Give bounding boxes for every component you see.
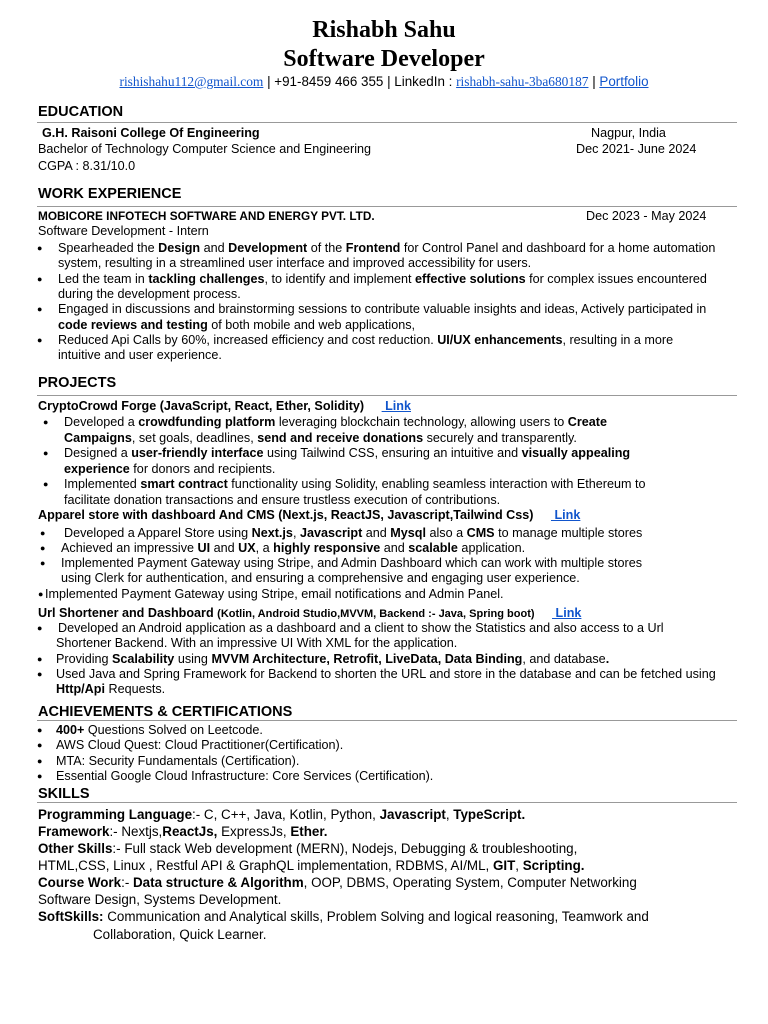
bold-text: Data structure & Algorithm [133, 875, 304, 890]
work-bullet-line [58, 302, 706, 317]
text: Reduced Api Calls by 60%, increased efficiency and cost reduction. [58, 332, 438, 347]
bold-text: visually appealing [521, 446, 631, 460]
text: intuitive and user experience. [58, 348, 222, 363]
achievement-item [56, 754, 299, 769]
work-bullet-line [58, 272, 707, 287]
project-title-apparel [38, 508, 580, 523]
bullet-icon: ● [40, 543, 46, 553]
bold-text: Programming Language [38, 807, 193, 822]
text: AWS Cloud Quest: Cloud Practitioner(Certification). [56, 738, 344, 753]
bold-text: Development [228, 241, 308, 255]
contact-line [0, 73, 768, 91]
email-link[interactable]: rishishahu112@gmail.com [119, 74, 264, 89]
bullet-icon: ● [37, 273, 43, 284]
text: :- C, C++, Java, Kotlin, Python, [192, 807, 380, 822]
text: functionality using Solidity, enabling seamless interaction with Ethereum to [227, 477, 646, 491]
text: Developed an Android application as a dashboard and a client to show the Statistics and also access to a Url [58, 621, 664, 635]
text: of the [307, 241, 346, 255]
text: , to identify and implement [264, 271, 416, 286]
project-bullet-line [64, 493, 500, 508]
bold-text: . [605, 652, 610, 666]
job-title: Software Development - Intern [38, 224, 209, 238]
bold-text: smart contract [140, 477, 228, 491]
project-title-url-shortener [38, 606, 581, 622]
skill-line [93, 926, 266, 943]
text: Implemented Payment Gateway using Stripe, and Admin Dashboard which can work with multiple stores [61, 556, 642, 570]
project-bullet-line [61, 541, 525, 556]
bold-text: Create [567, 415, 607, 429]
text: Communication and Analytical skills, Problem Solving and logical reasoning, Teamwork and [103, 909, 649, 924]
text: , a [255, 541, 274, 555]
text: Engaged in discussions and brainstorming sessions to contribute valuable insights and ideas, Actively participated in [58, 302, 707, 317]
section-divider [37, 802, 737, 803]
section-divider [37, 720, 737, 721]
bold-text: code reviews and testing [58, 317, 208, 332]
section-divider [37, 206, 737, 207]
bold-text: Mysql [390, 526, 426, 540]
text: of both mobile and web applications, [207, 317, 416, 332]
text: using Tailwind CSS, ensuring an intuitive and [263, 446, 522, 460]
project-link-apparel[interactable]: Link [550, 508, 581, 522]
separator: | [588, 74, 600, 89]
text: Collaboration, Quick Learner. [93, 927, 267, 942]
projects-heading: PROJECTS [38, 375, 117, 391]
education-heading: EDUCATION [38, 104, 124, 120]
project-title-cryptocrowd [38, 399, 411, 414]
cgpa: CGPA : 8.31/10.0 [38, 159, 136, 173]
bullet-icon: ● [43, 448, 49, 458]
text: , resulting in a more [562, 332, 674, 347]
skill-line [38, 908, 649, 925]
skill-line [38, 806, 525, 823]
bullet-icon: ● [37, 669, 43, 679]
bold-text: Scalability [112, 652, 175, 666]
text: and [200, 241, 229, 255]
bullet-icon: ● [37, 725, 43, 735]
bold-text: CMS [466, 526, 495, 540]
project-bullet-line [61, 556, 642, 571]
achievement-item [56, 738, 343, 753]
work-bullet-line [58, 348, 222, 363]
college-location: Nagpur, India [591, 126, 666, 140]
bullet-icon: ● [37, 334, 43, 345]
bold-text: send and receive donations [257, 430, 424, 445]
bold-text: UI/UX enhancements [437, 332, 563, 347]
text: Implemented [64, 477, 141, 491]
project-bullet-line [64, 431, 577, 446]
college-name: G.H. Raisoni College Of Engineering [42, 126, 260, 140]
project-bullet-line [64, 415, 607, 430]
work-bullet-line [58, 318, 415, 333]
bullet-icon: ● [37, 304, 43, 315]
work-bullet-line [58, 241, 715, 256]
project-bullet-line [56, 636, 457, 651]
bold-text: Javascript [379, 807, 446, 822]
section-divider [37, 122, 737, 123]
achievement-item [56, 769, 433, 784]
text: , set goals, deadlines, [131, 430, 258, 445]
text: :- Nextjs, [109, 824, 163, 839]
text: Spearheaded the [58, 241, 159, 255]
bold-text: 400+ [56, 723, 85, 737]
bold-text: Ether. [290, 824, 328, 839]
text: Used Java and Spring Framework for Backend to shorten the URL and store in the database and can be fetched using [56, 667, 716, 681]
text: Software Design, Systems Development. [38, 892, 282, 907]
text: securely and transparently. [423, 430, 577, 445]
project-bullet-line [58, 621, 664, 636]
bold-text: GIT [492, 858, 516, 873]
bold-text: crowdfunding platform [138, 415, 276, 429]
text: , [292, 526, 300, 540]
text: and [210, 541, 239, 555]
text: ExpressJs, [217, 824, 291, 839]
candidate-role: Software Developer [283, 46, 485, 72]
text: , [515, 858, 523, 873]
skill-line [38, 823, 328, 840]
text: , OOP, DBMS, Operating System, Computer Networking [303, 875, 637, 890]
project-bullet-line [56, 652, 609, 667]
bold-text: Framework [38, 824, 110, 839]
text: using [174, 652, 212, 666]
bold-text: Design [158, 241, 201, 255]
bold-text: Course Work [38, 875, 122, 890]
project-title-text: CryptoCrowd Forge (JavaScript, React, Ether, Solidity) [38, 399, 365, 413]
bold-text: UX [238, 541, 256, 555]
text: Essential Google Cloud Infrastructure: Core Services (Certification). [56, 769, 434, 784]
text: also a [425, 526, 467, 540]
work-bullet-line [58, 333, 673, 348]
text: Questions Solved on Leetcode. [84, 723, 263, 737]
achievements-heading: ACHIEVEMENTS & CERTIFICATIONS [38, 704, 293, 720]
text: Implemented Payment Gateway using Stripe, email notifications and Admin Panel. [45, 587, 504, 601]
work-dates: Dec 2023 - May 2024 [586, 209, 707, 223]
company-name: MOBICORE INFOTECH SOFTWARE AND ENERGY PVT. LTD. [38, 209, 375, 223]
bullet-icon: ● [37, 740, 43, 751]
bold-text: Other Skills [38, 841, 113, 856]
skill-line [38, 840, 577, 857]
text: , and database [522, 652, 606, 666]
bold-text: scalable [408, 541, 458, 555]
project-bullet-line [64, 526, 642, 541]
bullet-icon: ● [43, 479, 49, 489]
project-bullet-line [56, 667, 716, 682]
text: , [445, 807, 454, 822]
project-bullet-line [64, 462, 275, 477]
bullet-icon: ● [40, 558, 46, 568]
bullet-icon: ● [37, 654, 43, 664]
degree: Bachelor of Technology Computer Science and Engineering [38, 142, 372, 156]
text: for donors and recipients. [129, 461, 276, 476]
bold-text: Scripting. [522, 858, 585, 873]
text: Providing [56, 652, 113, 666]
project-link-url-shortener[interactable]: Link [552, 606, 582, 620]
bold-text: ReactJs, [162, 824, 218, 839]
text: for complex issues encountered [525, 271, 707, 286]
text: leveraging blockchain technology, allowing users to [275, 415, 568, 429]
work-bullet-line [58, 287, 241, 302]
work-bullet-line [58, 256, 531, 271]
project-bullet-line [45, 587, 504, 602]
text: :- [121, 875, 133, 890]
bold-text: SoftSkills: [38, 909, 104, 924]
text: during the development process. [58, 286, 241, 301]
text: application. [457, 541, 526, 555]
text: using Clerk for authentication, and ensuring a comprehensive and engaging user experience. [61, 571, 580, 585]
bold-text: UI [197, 541, 211, 555]
section-divider [37, 395, 737, 396]
text: Led the team in [58, 271, 149, 286]
text: for Control Panel and dashboard for a home automation [400, 241, 716, 255]
skill-line [38, 857, 585, 874]
text: Achieved an impressive [61, 541, 198, 555]
text: :- Full stack Web development (MERN), Nodejs, Debugging & troubleshooting, [112, 841, 578, 856]
bullet-icon: ● [40, 528, 46, 538]
bold-text: user-friendly interface [131, 446, 264, 460]
bold-text: tackling challenges [148, 271, 265, 286]
text: facilitate donation transactions and ensure trustless execution of contributions. [64, 492, 501, 507]
bold-text: Http/Api [56, 682, 105, 696]
project-link-cryptocrowd[interactable]: Link [381, 399, 411, 413]
project-title-text: Apparel store with dashboard And CMS (Next.js, ReactJS, Javascript,Tailwind Css) [38, 508, 534, 522]
text: Developed a Apparel Store using [64, 526, 252, 540]
text: and [380, 541, 409, 555]
text: Developed a [64, 415, 139, 429]
education-dates: Dec 2021- June 2024 [576, 142, 697, 156]
phone-linkedin-text: | +91-8459 466 355 | LinkedIn : [263, 74, 457, 89]
project-bullet-line [64, 446, 630, 461]
bullet-icon: ● [37, 623, 43, 633]
bullet-icon: ● [37, 755, 43, 766]
linkedin-link[interactable]: rishabh-sahu-3ba680187 [456, 74, 589, 89]
skills-heading: SKILLS [38, 786, 90, 802]
bullet-icon: ● [37, 243, 43, 253]
text: to manage multiple stores [494, 526, 643, 540]
bold-text: TypeScript. [453, 807, 526, 822]
project-tech-text: (Kotlin, Android Studio,MVVM, Backend :- Java, Spring boot) [217, 608, 535, 620]
project-bullet-line [56, 682, 165, 697]
skill-line [38, 874, 637, 891]
bullet-icon: ● [38, 589, 44, 599]
text: system, resulting in a streamlined user interface and improved accessibility for users. [58, 256, 532, 271]
bold-text: Javascript [299, 526, 363, 540]
text: MTA: Security Fundamentals (Certification). [56, 753, 300, 768]
bold-text: experience [64, 461, 130, 476]
candidate-name: Rishabh Sahu [312, 17, 456, 43]
bold-text: Frontend [345, 241, 401, 255]
project-bullet-line [64, 477, 646, 492]
bold-text: Campaigns [64, 430, 132, 445]
project-bullet-line [61, 571, 580, 586]
bullet-icon: ● [43, 417, 49, 427]
bold-text: highly responsive [273, 541, 381, 555]
text: and [362, 526, 391, 540]
text: Shortener Backend. With an impressive UI With XML for the application. [56, 636, 458, 650]
text: HTML,CSS, Linux , Restful API & GraphQL implementation, RDBMS, AI/ML, [38, 858, 493, 873]
project-title-text: Url Shortener and Dashboard [38, 606, 218, 620]
bold-text: effective solutions [415, 271, 526, 286]
skill-line [38, 891, 281, 908]
work-heading: WORK EXPERIENCE [38, 186, 182, 202]
text: Requests. [104, 682, 166, 696]
bold-text: Next.js [251, 526, 293, 540]
portfolio-link[interactable]: Portfolio [599, 74, 649, 89]
achievement-item [56, 723, 263, 738]
bold-text: MVVM Architecture, Retrofit, LiveData, Data Binding [211, 652, 523, 666]
text: Designed a [64, 446, 132, 460]
bullet-icon: ● [37, 771, 43, 782]
